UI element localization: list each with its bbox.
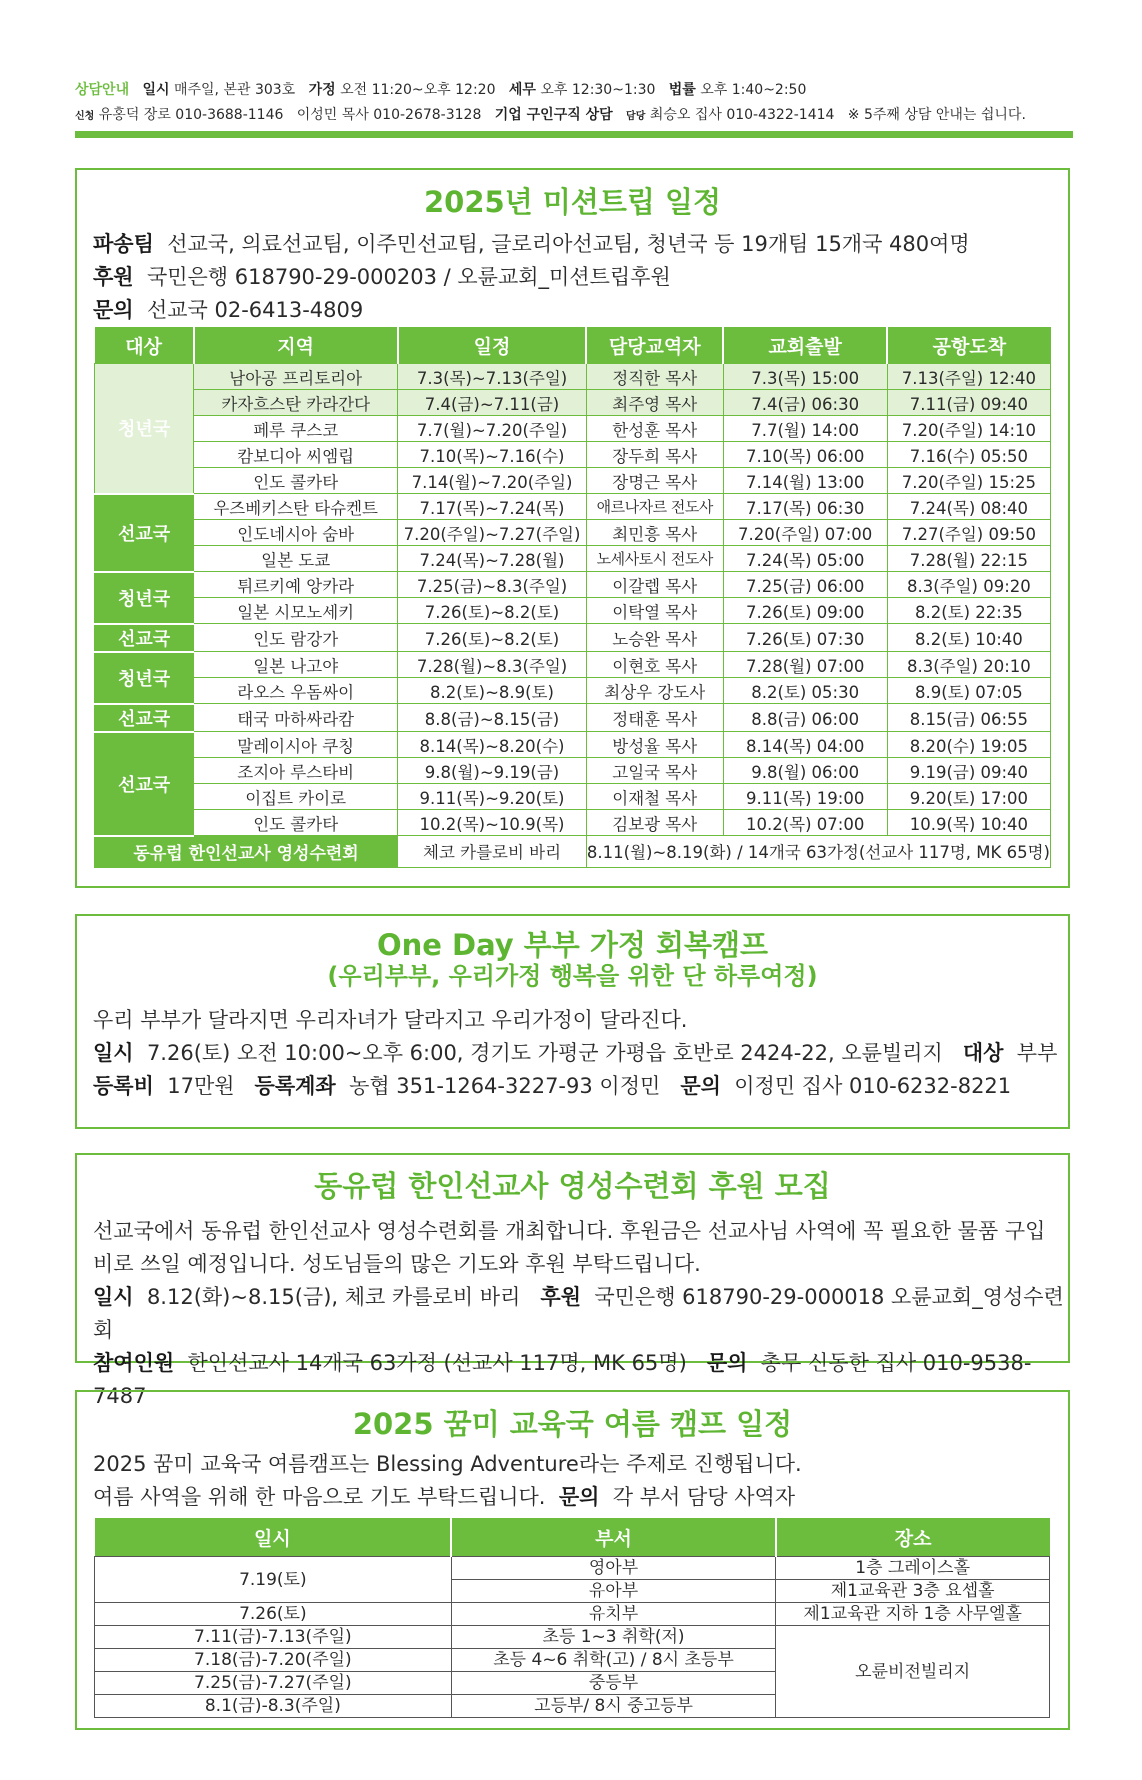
schedule-cell: 최상우 강도사: [586, 678, 723, 704]
schedule-cell: 최민흥 목사: [586, 520, 723, 546]
schedule-cell: 8.2(토) 10:40: [887, 624, 1050, 652]
mission-trip-section: [75, 168, 1070, 888]
schedule-cell: 7.26(토) 07:30: [723, 624, 887, 652]
consult-key: 법률: [668, 82, 696, 98]
retreat-text: 비로 쓰일 예정입니다. 성도님들의 많은 기도와 후원 부탁드립니다.: [93, 1252, 701, 1276]
schedule-row: [95, 758, 1051, 784]
schedule-cell: 인도 콜카타: [194, 468, 398, 494]
consult-note: ※ 5주째 상담 안내는 쉽니다.: [847, 107, 1026, 123]
consult-row-1: [75, 78, 1075, 103]
summer-header: 일시: [95, 1518, 452, 1557]
schedule-cell: 장명근 목사: [586, 468, 723, 494]
schedule-cell: 8.8(금) 06:00: [723, 704, 887, 732]
schedule-cell: 7.14(월) 13:00: [723, 468, 887, 494]
schedule-header: 공항도착: [887, 327, 1050, 364]
schedule-cell: 7.26(토)~8.2(토): [398, 598, 587, 624]
schedule-cell: 조지아 루스타비: [194, 758, 398, 784]
summer-dept: 초등 4~6 취학(고) / 8시 초등부: [451, 1649, 776, 1672]
schedule-cell: 7.17(목) 06:30: [723, 494, 887, 520]
contact-3: 최승오 집사 010-4322-1414: [649, 107, 835, 123]
schedule-cell: 7.25(금) 06:00: [723, 572, 887, 598]
consult-key: 세무: [508, 82, 536, 98]
schedule-header: 지역: [194, 327, 398, 364]
schedule-cell: 9.8(월)~9.19(금): [398, 758, 587, 784]
schedule-cell: 우즈베키스탄 타슈켄트: [194, 494, 398, 520]
mission-line: 후원 국민은행 618790-29-000203 / 오륜교회_미션트립후원: [93, 265, 671, 289]
schedule-category: 선교국: [95, 494, 194, 572]
schedule-row: [95, 416, 1051, 442]
schedule-cell: 인도 콜카타: [194, 810, 398, 836]
schedule-cell: 8.9(토) 07:05: [887, 678, 1050, 704]
summer-dept: 중등부: [451, 1672, 776, 1695]
schedule-category: 선교국: [95, 704, 194, 732]
charge-tag: 담당: [626, 111, 646, 122]
schedule-cell: 7.20(주일) 15:25: [887, 468, 1050, 494]
schedule-cell: 7.24(목) 05:00: [723, 546, 887, 572]
schedule-cell: 7.10(목) 06:00: [723, 442, 887, 468]
schedule-cell: 8.15(금) 06:55: [887, 704, 1050, 732]
schedule-cell: 7.20(주일) 07:00: [723, 520, 887, 546]
schedule-row: [95, 572, 1051, 598]
schedule-cell: 10.2(목)~10.9(목): [398, 810, 587, 836]
summer-date: 7.11(금)-7.13(주일): [95, 1626, 452, 1649]
schedule-cell: 7.20(주일)~7.27(주일): [398, 520, 587, 546]
schedule-cell: 김보광 목사: [586, 810, 723, 836]
summer-header: 장소: [776, 1518, 1050, 1557]
retreat-title: 동유럽 한인선교사 영성수련회 후원 모집: [314, 1169, 831, 1203]
schedule-cell: 8.3(주일) 09:20: [887, 572, 1050, 598]
schedule-row: [95, 546, 1051, 572]
footer-detail: 8.11(월)~8.19(화) / 14개국 63가정(선교사 117명, MK 65명): [586, 836, 1050, 868]
schedule-cell: 7.11(금) 09:40: [887, 390, 1050, 416]
summer-date: 7.18(금)-7.20(주일): [95, 1649, 452, 1672]
schedule-cell: 7.13(주일) 12:40: [887, 364, 1050, 390]
schedule-cell: 카자흐스탄 카라간다: [194, 390, 398, 416]
summer-dept: 영아부: [451, 1557, 776, 1580]
schedule-row: [95, 652, 1051, 678]
schedule-cell: 캄보디아 씨엠립: [194, 442, 398, 468]
camp-line: 일시 7.26(토) 오전 10:00~오후 6:00, 경기도 가평군 가평읍 호반로 2424-22, 오륜빌리지 대상 부부: [93, 1041, 1058, 1065]
schedule-row: [95, 732, 1051, 758]
schedule-cell: 튀르키예 앙카라: [194, 572, 398, 598]
schedule-cell: 7.7(월)~7.20(주일): [398, 416, 587, 442]
footer-event: 동유럽 한인선교사 영성수련회: [95, 836, 398, 868]
schedule-cell: 7.28(월)~8.3(주일): [398, 652, 587, 678]
summer-place: 제1교육관 지하 1층 사무엘홀: [776, 1603, 1050, 1626]
top-divider: [75, 131, 1073, 138]
schedule-cell: 정태훈 목사: [586, 704, 723, 732]
consult-value: 오후 12:30~1:30: [540, 82, 656, 98]
schedule-header: 일정: [398, 327, 587, 364]
schedule-cell: 7.4(금)~7.11(금): [398, 390, 587, 416]
couple-camp-section: [75, 914, 1070, 1129]
schedule-cell: 7.24(목)~7.28(월): [398, 546, 587, 572]
schedule-cell: 말레이시아 쿠칭: [194, 732, 398, 758]
schedule-cell: 7.26(토)~8.2(토): [398, 624, 587, 652]
schedule-cell: 7.7(월) 14:00: [723, 416, 887, 442]
schedule-row: [95, 390, 1051, 416]
summer-text: 2025 꿈미 교육국 여름캠프는 Blessing Adventure라는 주제로 진행됩니다.: [93, 1452, 802, 1476]
apply-tag: 신청: [75, 111, 95, 122]
camp-title: One Day 부부 가정 회복캠프: [376, 928, 769, 962]
schedule-cell: 최주영 목사: [586, 390, 723, 416]
retreat-line: 참여인원 한인선교사 14개국 63가정 (선교사 117명, MK 65명) 문의 총무 신동한 집사 010-9538-7487: [93, 1351, 1032, 1408]
retreat-support-section: [75, 1153, 1070, 1408]
schedule-cell: 8.8(금)~8.15(금): [398, 704, 587, 732]
schedule-cell: 8.14(목) 04:00: [723, 732, 887, 758]
schedule-category: 청년국: [95, 572, 194, 624]
schedule-category: 선교국: [95, 732, 194, 836]
schedule-cell: 7.28(월) 22:15: [887, 546, 1050, 572]
schedule-cell: 이탁열 목사: [586, 598, 723, 624]
schedule-cell: 고일국 목사: [586, 758, 723, 784]
schedule-cell: 7.3(목) 15:00: [723, 364, 887, 390]
schedule-cell: 9.11(목)~9.20(토): [398, 784, 587, 810]
contact-2: 이성민 목사 010-2678-3128: [296, 107, 482, 123]
schedule-cell: 일본 나고야: [194, 652, 398, 678]
schedule-cell: 8.20(수) 19:05: [887, 732, 1050, 758]
schedule-row: [95, 678, 1051, 704]
schedule-header: 대상: [95, 327, 194, 364]
schedule-row: [95, 468, 1051, 494]
schedule-cell: 노세사토시 전도사: [586, 546, 723, 572]
mission-schedule-table: [94, 327, 1051, 868]
schedule-cell: 인도 람강가: [194, 624, 398, 652]
schedule-row: [95, 810, 1051, 836]
camp-line: 등록비 17만원 등록계좌 농협 351-1264-3227-93 이정민 문의 이정민 집사 010-6232-8221: [93, 1074, 1012, 1098]
schedule-cell: 정직한 목사: [586, 364, 723, 390]
consult-label: 상담안내: [75, 82, 130, 98]
schedule-header: 담당교역자: [586, 327, 723, 364]
schedule-cell: 9.19(금) 09:40: [887, 758, 1050, 784]
schedule-cell: 한성훈 목사: [586, 416, 723, 442]
schedule-row: [95, 624, 1051, 652]
schedule-cell: 8.3(주일) 20:10: [887, 652, 1050, 678]
mission-line: 문의 선교국 02-6413-4809: [93, 298, 364, 322]
schedule-row: [95, 784, 1051, 810]
schedule-cell: 방성율 목사: [586, 732, 723, 758]
summer-dept: 유아부: [451, 1580, 776, 1603]
summer-date: 7.26(토): [95, 1603, 452, 1626]
mission-title: 2025년 미션트립 일정: [423, 185, 721, 219]
consult-info: [75, 78, 1075, 129]
consult-key: 가정: [308, 82, 336, 98]
schedule-cell: 10.9(목) 10:40: [887, 810, 1050, 836]
schedule-cell: 7.16(수) 05:50: [887, 442, 1050, 468]
schedule-cell: 8.14(목)~8.20(수): [398, 732, 587, 758]
schedule-row: [95, 520, 1051, 546]
summer-title: 2025 꿈미 교육국 여름 캠프 일정: [352, 1407, 793, 1441]
schedule-cell: 애르나자르 전도사: [586, 494, 723, 520]
schedule-cell: 태국 마하싸라캄: [194, 704, 398, 732]
consult-value: 오전 11:20~오후 12:20: [340, 82, 496, 98]
schedule-cell: 7.24(목) 08:40: [887, 494, 1050, 520]
schedule-cell: 7.27(주일) 09:50: [887, 520, 1050, 546]
schedule-cell: 7.25(금)~8.3(주일): [398, 572, 587, 598]
schedule-row: [95, 442, 1051, 468]
schedule-cell: 7.3(목)~7.13(주일): [398, 364, 587, 390]
summer-dept: 유치부: [451, 1603, 776, 1626]
camp-intro: 우리 부부가 달라지면 우리자녀가 달라지고 우리가정이 달라진다.: [93, 1008, 688, 1032]
schedule-category: 청년국: [95, 652, 194, 704]
job-consult: 기업 구인구직 상담: [494, 107, 613, 123]
summer-date: 7.19(토): [95, 1557, 452, 1603]
schedule-cell: 이갈렙 목사: [586, 572, 723, 598]
summer-camp-table: [94, 1518, 1050, 1718]
schedule-cell: 7.28(월) 07:00: [723, 652, 887, 678]
schedule-cell: 인도네시아 숨바: [194, 520, 398, 546]
summer-date: 7.25(금)-7.27(주일): [95, 1672, 452, 1695]
footer-place: 체코 카를로비 바리: [398, 836, 587, 868]
schedule-cell: 9.11(목) 19:00: [723, 784, 887, 810]
summer-camp-section: [75, 1390, 1070, 1730]
schedule-cell: 노승완 목사: [586, 624, 723, 652]
schedule-cell: 남아공 프리토리아: [194, 364, 398, 390]
schedule-cell: 이재철 목사: [586, 784, 723, 810]
camp-subtitle: (우리부부, 우리가정 행복을 위한 단 하루여정): [327, 962, 818, 990]
schedule-cell: 7.4(금) 06:30: [723, 390, 887, 416]
summer-date: 8.1(금)-8.3(주일): [95, 1695, 452, 1718]
schedule-cell: 7.17(목)~7.24(목): [398, 494, 587, 520]
schedule-cell: 9.8(월) 06:00: [723, 758, 887, 784]
schedule-cell: 8.2(토) 22:35: [887, 598, 1050, 624]
summer-place: 1층 그레이스홀: [776, 1557, 1050, 1580]
schedule-cell: 일본 시모노세키: [194, 598, 398, 624]
retreat-text: 선교국에서 동유럽 한인선교사 영성수련회를 개최합니다. 후원금은 선교사님 사역에 꼭 필요한 물품 구입: [93, 1219, 1046, 1243]
schedule-cell: 7.20(주일) 14:10: [887, 416, 1050, 442]
consult-row-2: [75, 103, 1075, 129]
summer-place: 제1교육관 3층 요셉홀: [776, 1580, 1050, 1603]
consult-value: 매주일, 본관 303호: [173, 82, 296, 98]
schedule-header: 교회출발: [723, 327, 887, 364]
consult-key: 일시: [142, 82, 170, 98]
schedule-cell: 9.20(토) 17:00: [887, 784, 1050, 810]
consult-value: 오후 1:40~2:50: [700, 82, 807, 98]
schedule-row: [95, 494, 1051, 520]
schedule-cell: 10.2(목) 07:00: [723, 810, 887, 836]
schedule-cell: 이현호 목사: [586, 652, 723, 678]
schedule-category: 청년국: [95, 364, 194, 494]
schedule-cell: 7.14(월)~7.20(주일): [398, 468, 587, 494]
schedule-cell: 이집트 카이로: [194, 784, 398, 810]
schedule-footer-row: [95, 836, 1051, 868]
contact-1: 유홍덕 장로 010-3688-1146: [98, 107, 284, 123]
schedule-cell: 장두희 목사: [586, 442, 723, 468]
summer-place: 오륜비전빌리지: [776, 1626, 1050, 1718]
schedule-cell: 8.2(토)~8.9(토): [398, 678, 587, 704]
schedule-cell: 페루 쿠스코: [194, 416, 398, 442]
schedule-cell: 7.10(목)~7.16(수): [398, 442, 587, 468]
schedule-cell: 일본 도쿄: [194, 546, 398, 572]
summer-text: 여름 사역을 위해 한 마음으로 기도 부탁드립니다. 문의 각 부서 담당 사역자: [93, 1485, 796, 1509]
schedule-cell: 라오스 우돔싸이: [194, 678, 398, 704]
mission-line: 파송팀 선교국, 의료선교팀, 이주민선교팀, 글로리아선교팀, 청년국 등 19개팀 15개국 480여명: [93, 232, 970, 256]
schedule-row: [95, 598, 1051, 624]
schedule-category: 선교국: [95, 624, 194, 652]
schedule-row: [95, 364, 1051, 390]
schedule-cell: 7.26(토) 09:00: [723, 598, 887, 624]
schedule-row: [95, 704, 1051, 732]
retreat-line: 일시 8.12(화)~8.15(금), 체코 카를로비 바리 후원 국민은행 618790-29-000018 오륜교회_영성수련회: [93, 1285, 1064, 1342]
summer-dept: 고등부/ 8시 중고등부: [451, 1695, 776, 1718]
summer-header: 부서: [451, 1518, 776, 1557]
schedule-cell: 8.2(토) 05:30: [723, 678, 887, 704]
summer-dept: 초등 1~3 취학(저): [451, 1626, 776, 1649]
